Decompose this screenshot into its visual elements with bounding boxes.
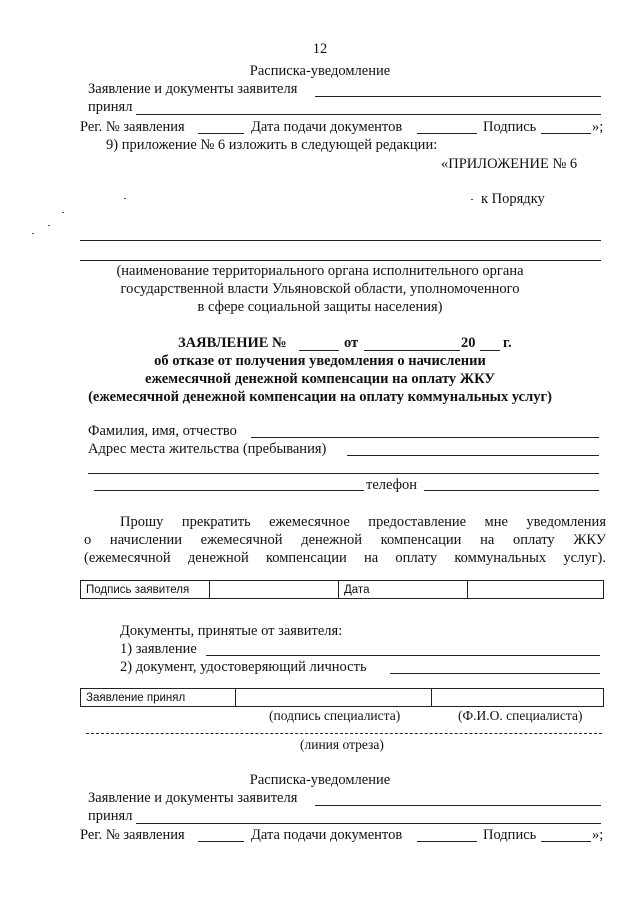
address-line-2[interactable] (88, 473, 599, 474)
accepted-label: принял (88, 808, 133, 824)
cut-line-caption: (линия отреза) (300, 737, 384, 752)
documents-item-2-line[interactable] (390, 673, 600, 674)
phone-line[interactable] (424, 490, 599, 491)
date-cell-value[interactable] (468, 581, 604, 599)
reg-line (198, 841, 244, 842)
request-line-3: (ежемесячной денежной компенсации на оплату коммунальных услуг). (84, 550, 606, 566)
signature-label: Подпись (483, 827, 537, 843)
date-line (417, 841, 477, 842)
authority-caption-1: (наименование территориального органа исполнительного органа (116, 263, 524, 279)
accepted-line (136, 823, 601, 824)
address-label: Адрес места жительства (пребывания) (88, 441, 327, 457)
scan-dot (48, 225, 50, 226)
signature-table (80, 580, 604, 599)
authority-caption-3: в сфере социальной защиты населения) (197, 299, 443, 315)
statement-line-2: об отказе от получения уведомления о начислении (154, 353, 486, 369)
signature-line (541, 841, 591, 842)
statement-year-suffix: г. (503, 335, 512, 351)
scan-dot (124, 198, 126, 199)
authority-caption-2: государственной власти Ульяновской области, уполномоченного (120, 281, 520, 297)
phone-label: телефон (366, 477, 418, 493)
docs-label: Заявление и документы заявителя (88, 790, 298, 806)
documents-item-1: 1) заявление (120, 641, 197, 657)
request-line-1: Прошу прекратить ежемесячное предоставление мне уведомления (120, 514, 606, 530)
specialist-signature-caption: (подпись специалиста) (269, 708, 401, 723)
page-number: 12 (312, 41, 328, 57)
docs-line (315, 805, 601, 806)
receipt-title: Расписка-уведомление (249, 63, 391, 79)
authority-line-2 (80, 260, 601, 261)
accepted-label: принял (88, 99, 133, 115)
docs-line (315, 96, 601, 97)
end-mark: »; (592, 827, 604, 843)
scan-dot (62, 212, 64, 213)
amendment-item: 9) приложение № 6 изложить в следующей редакции: (106, 137, 438, 153)
fio-label: Фамилия, имя, отчество (88, 423, 237, 439)
reg-line (198, 133, 244, 134)
statement-year: 20 (461, 335, 476, 351)
authority-line-1 (80, 240, 601, 241)
appendix-title: «ПРИЛОЖЕНИЕ № 6 (441, 156, 578, 172)
date-line (417, 133, 477, 134)
scan-dot (471, 199, 473, 200)
documents-item-2: 2) документ, удостоверяющий личность (120, 659, 367, 675)
accepted-line (136, 114, 601, 115)
receipt-title: Расписка-уведомление (249, 772, 391, 788)
date-cell-label: Дата (339, 581, 468, 599)
statement-number-line (299, 350, 339, 351)
signature-label: Подпись (483, 119, 537, 135)
address-line[interactable] (347, 455, 599, 456)
date-label: Дата подачи документов (251, 119, 403, 135)
accepted-signature-cell[interactable] (236, 689, 432, 707)
scan-dot (32, 233, 34, 234)
documents-item-1-line[interactable] (206, 655, 600, 656)
reg-label: Рег. № заявления (80, 119, 185, 135)
statement-line-3: ежемесячной денежной компенсации на оплату ЖКУ (145, 371, 495, 387)
address-line-3[interactable] (94, 490, 364, 491)
signature-cell-value[interactable] (210, 581, 339, 599)
date-label: Дата подачи документов (251, 827, 403, 843)
signature-line (541, 133, 591, 134)
accepted-name-cell[interactable] (432, 689, 604, 707)
accepted-table (80, 688, 604, 707)
accepted-cell-label: Заявление принял (81, 689, 236, 707)
signature-cell-label: Подпись заявителя (81, 581, 210, 599)
end-mark: »; (592, 119, 604, 135)
request-line-2: о начислении ежемесячной денежной компенсации на оплату ЖКУ (84, 532, 606, 548)
order-ref: к Порядку (481, 191, 545, 207)
specialist-name-caption: (Ф.И.О. специалиста) (458, 708, 583, 723)
cut-line (86, 733, 602, 734)
docs-label: Заявление и документы заявителя (88, 81, 298, 97)
statement-year-line (480, 350, 500, 351)
fio-line[interactable] (251, 437, 599, 438)
documents-heading: Документы, принятые от заявителя: (120, 623, 343, 639)
statement-number-label: ЗАЯВЛЕНИЕ № (178, 335, 287, 351)
reg-label: Рег. № заявления (80, 827, 185, 843)
statement-from-label: от (344, 335, 359, 351)
statement-date-line (364, 350, 460, 351)
statement-line-4: (ежемесячной денежной компенсации на оплату коммунальных услуг) (88, 389, 552, 405)
